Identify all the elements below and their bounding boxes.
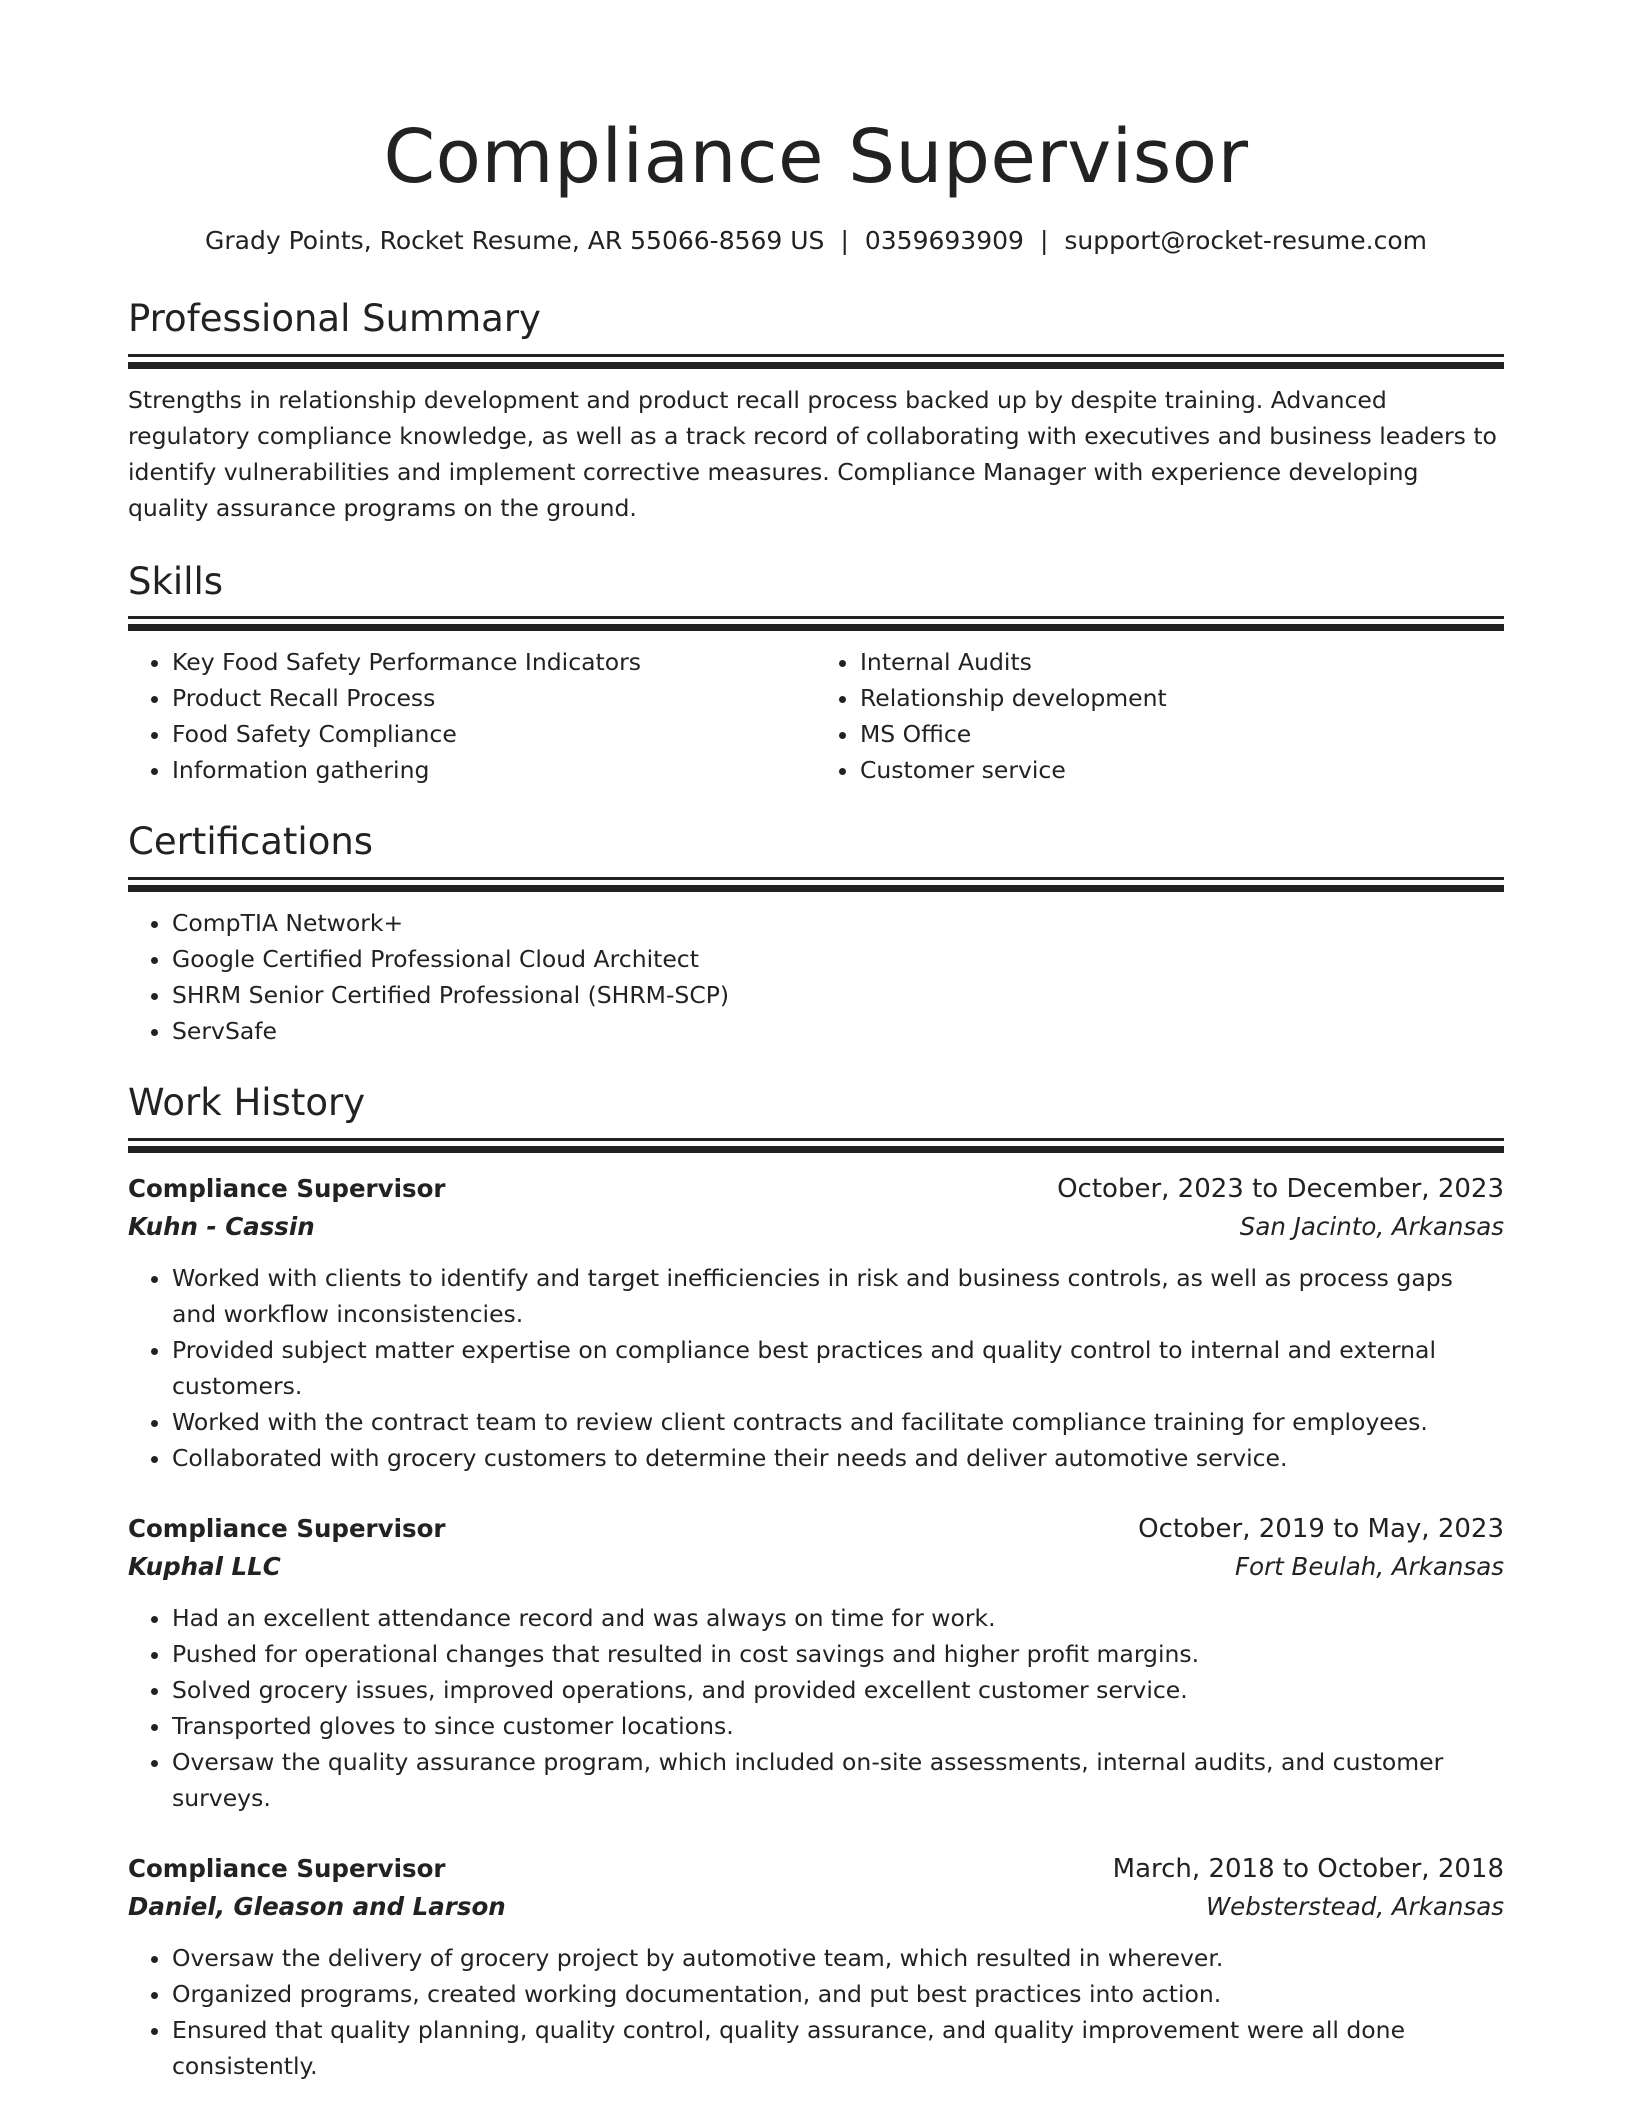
contact-separator: |: [1039, 226, 1049, 255]
job-dates: October, 2019 to May, 2023: [1138, 1513, 1504, 1544]
job-dates: October, 2023 to December, 2023: [1057, 1173, 1504, 1204]
job-title: Compliance Supervisor: [128, 1853, 446, 1883]
section-skills: [128, 559, 1504, 789]
job-bullets: [128, 1940, 1504, 2084]
job-bullets: [128, 1260, 1504, 1476]
certifications-list: [128, 905, 1504, 1049]
job-bullet: • Oversaw the quality assurance program, which included on-site assessments, internal audits, and customer surveys.: [172, 1744, 1504, 1816]
job-bullet: • Solved grocery issues, improved operations, and provided excellent customer service.: [172, 1672, 1504, 1708]
job-bullet: • Organized programs, created working documentation, and put best practices into action.: [172, 1976, 1504, 2012]
skill-item: • Key Food Safety Performance Indicators: [172, 644, 816, 680]
job-location: Fort Beulah, Arkansas: [1235, 1551, 1504, 1581]
contact-address: Grady Points, Rocket Resume, AR 55066-8569 US: [205, 226, 825, 255]
certification-item: • ServSafe: [172, 1013, 1504, 1049]
contact-email[interactable]: support@rocket-resume.com: [1064, 226, 1427, 255]
section-heading-summary: Professional Summary: [128, 297, 541, 340]
contact-phone: 0359693909: [864, 226, 1024, 255]
skill-item: • Relationship development: [860, 680, 1504, 716]
certification-item: • Google Certified Professional Cloud Architect: [172, 941, 1504, 977]
skills-grid: [128, 644, 1504, 788]
job-company: Daniel, Gleason and Larson: [128, 1891, 506, 1921]
job-bullet: • Collaborated with grocery customers to determine their needs and deliver automotive service.: [172, 1440, 1504, 1476]
job-location: Websterstead, Arkansas: [1205, 1891, 1504, 1921]
job-dates: March, 2018 to October, 2018: [1112, 1853, 1504, 1884]
job-bullet: • Worked with clients to identify and target inefficiencies in risk and business controls, as well as process gaps and workflow inconsistencies.: [172, 1260, 1504, 1332]
job-title: Compliance Supervisor: [128, 1173, 446, 1203]
section-heading-skills: Skills: [128, 559, 224, 603]
section-work-history: [128, 1083, 1504, 2084]
job-title: Compliance Supervisor: [128, 1513, 446, 1543]
certification-item: • SHRM Senior Certified Professional (SHRM-SCP): [172, 977, 1504, 1013]
skills-list-right: [816, 644, 1504, 788]
section-divider: [128, 616, 1504, 642]
contact-line: [128, 226, 1504, 255]
contact-separator: |: [840, 226, 849, 255]
summary-text: Strengths in relationship development and product recall process backed up by despite training. Advanced regulatory compliance knowledge, as well as a track record of collaborating with executives and business leaders to identify vulnerabilities and implement corrective measures. Compliance Manager with experience developing quality assurance programs on the ground.: [128, 385, 1497, 522]
job-header-row: [128, 1170, 1504, 1208]
job-bullet: • Oversaw the delivery of grocery project by automotive team, which resulted in wherever.: [172, 1940, 1504, 1976]
job-header-row: [128, 1510, 1504, 1548]
job-bullet: • Provided subject matter expertise on compliance best practices and quality control to internal and external customers.: [172, 1332, 1504, 1404]
skill-item: • Customer service: [860, 752, 1504, 788]
section-heading-work-history: Work History: [128, 1081, 366, 1125]
job-company: Kuphal LLC: [128, 1551, 281, 1581]
skill-item: • Food Safety Compliance: [172, 716, 816, 752]
job-entry: [128, 1850, 1504, 2084]
section-divider: [128, 1138, 1504, 1164]
job-subheader-row: [128, 1888, 1504, 1926]
skills-list-left: [128, 644, 816, 788]
job-bullet: • Transported gloves to since customer locations.: [172, 1708, 1504, 1744]
section-divider: [128, 877, 1504, 903]
section-certifications: [128, 822, 1504, 1049]
job-bullet: • Worked with the contract team to review client contracts and facilitate compliance training for employees.: [172, 1404, 1504, 1440]
skill-item: • MS Office: [860, 716, 1504, 752]
skill-item: • Information gathering: [172, 752, 816, 788]
job-location: San Jacinto, Arkansas: [1239, 1211, 1504, 1241]
job-bullets: [128, 1600, 1504, 1816]
section-heading-certifications: Certifications: [128, 820, 374, 864]
job-subheader-row: [128, 1548, 1504, 1586]
resume-title: Compliance Supervisor: [383, 114, 1249, 200]
skill-item: • Internal Audits: [860, 644, 1504, 680]
job-bullet: • Ensured that quality planning, quality control, quality assurance, and quality improvement were all done consistently.: [172, 2012, 1504, 2084]
skill-item: • Product Recall Process: [172, 680, 816, 716]
job-header-row: [128, 1850, 1504, 1888]
job-entry: [128, 1510, 1504, 1816]
job-entry: [128, 1170, 1504, 1476]
job-company: Kuhn - Cassin: [128, 1211, 315, 1241]
job-bullet: • Pushed for operational changes that resulted in cost savings and higher profit margins.: [172, 1636, 1504, 1672]
section-summary: [128, 299, 1504, 526]
job-subheader-row: [128, 1208, 1504, 1246]
certification-item: • CompTIA Network+: [172, 905, 1504, 941]
section-divider: [128, 354, 1504, 380]
job-bullet: • Had an excellent attendance record and was always on time for work.: [172, 1600, 1504, 1636]
